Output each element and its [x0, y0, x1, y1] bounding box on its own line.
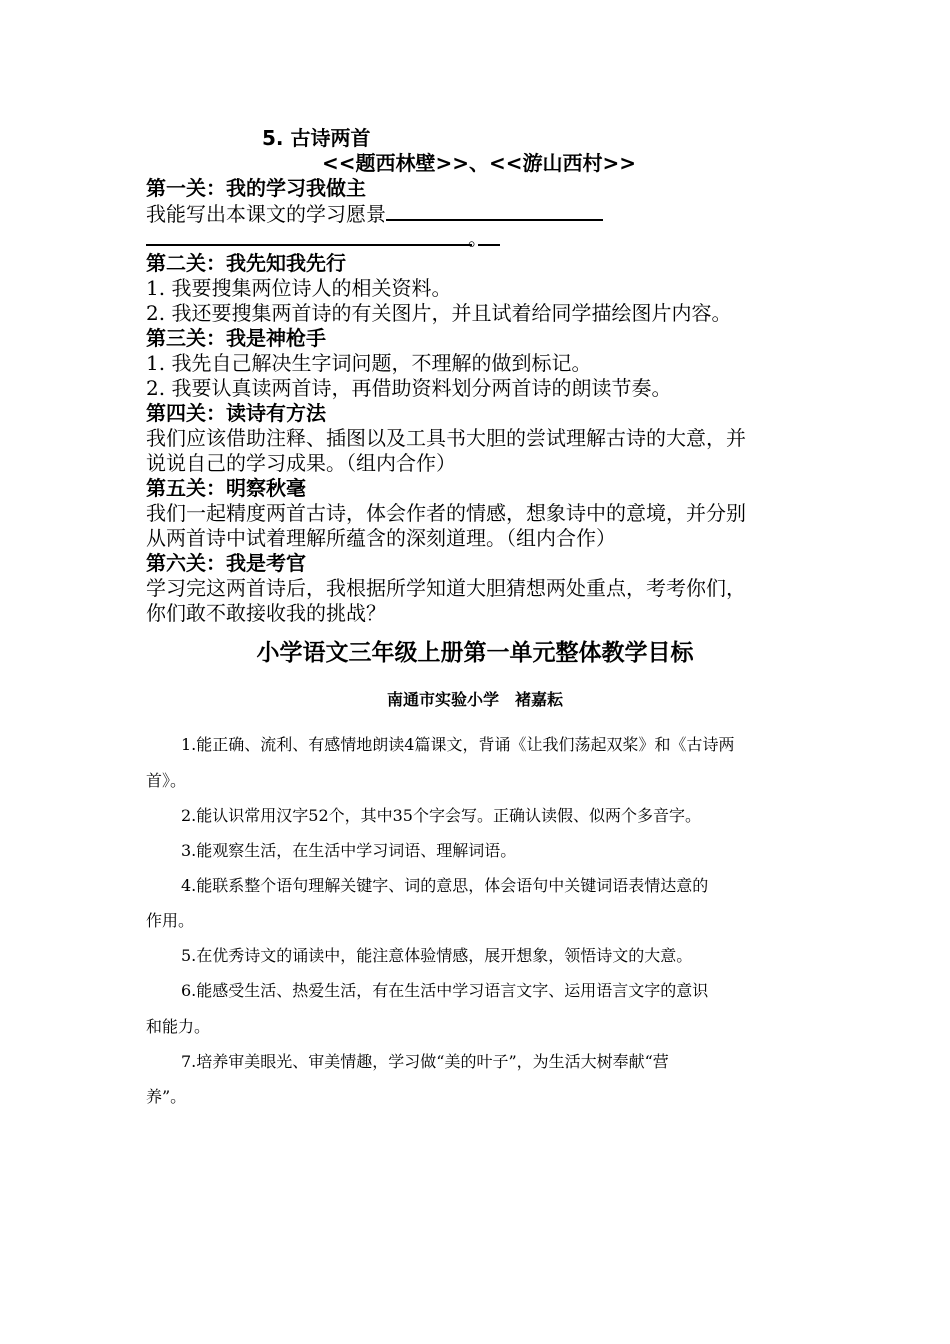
stage-1-line-2 [146, 226, 500, 252]
stage-6-line-2: 你们敢不敢接收我的挑战？ [146, 601, 386, 625]
goal-2: 2.能认识常用汉字52个，其中35个字会写。正确认读假、似两个多音字。 [181, 806, 701, 825]
objectives-author: 南通市实验小学 褚嘉耘 [386, 690, 563, 709]
stage-3-heading: 第三关：我是神枪手 [146, 326, 326, 350]
stage-2-line-2: 2. 我还要搜集两首诗的有关图片，并且试着给同学描绘图片内容。 [146, 301, 732, 325]
lesson-title: 5. 古诗两首 [262, 126, 371, 150]
goal-6-line-2: 和能力。 [146, 1017, 211, 1036]
goal-3: 3.能观察生活，在生活中学习词语、理解词语。 [181, 841, 517, 860]
stage-6-line-1: 学习完这两首诗后，我根据所学知道大胆猜想两处重点，考考你们， [146, 576, 746, 600]
goal-7-line-1: 7.培养审美眼光、审美情趣，学习做“美的叶子”，为生活大树奉献“营 [181, 1052, 669, 1071]
goal-1-line-1: 1.能正确、流利、有感情地朗读4篇课文，背诵《让我们荡起双桨》和《古诗两 [181, 735, 735, 754]
stage-4-line-1: 我们应该借助注释、插图以及工具书大胆的尝试理解古诗的大意，并 [146, 426, 746, 450]
stage-2-heading: 第二关：我先知我先行 [146, 251, 346, 275]
goal-4-line-1: 4.能联系整个语句理解关键字、词的意思，体会语句中关键词语表情达意的 [181, 876, 709, 895]
stage-1-heading: 第一关：我的学习我做主 [146, 176, 366, 200]
stage-4-heading: 第四关：读诗有方法 [146, 401, 326, 425]
end-mark: 。 [468, 226, 488, 250]
stage-1-text: 我能写出本课文的学习愿景 [146, 202, 386, 226]
stage-5-line-2: 从两首诗中试着理解所蕴含的深刻道理。（组内合作） [146, 526, 616, 550]
fill-in-blank [386, 201, 603, 221]
stage-3-line-2: 2. 我要认真读两首诗，再借助资料划分两首诗的朗读节奏。 [146, 376, 672, 400]
stage-2-line-1: 1. 我要搜集两位诗人的相关资料。 [146, 276, 452, 300]
fill-in-blank-2 [146, 226, 472, 246]
stage-6-heading: 第六关：我是考官 [146, 551, 306, 575]
stage-3-line-1: 1. 我先自己解决生字词问题，不理解的做到标记。 [146, 351, 592, 375]
objectives-title: 小学语文三年级上册第一单元整体教学目标 [256, 640, 694, 666]
stage-5-line-1: 我们一起精度两首古诗，体会作者的情感，想象诗中的意境，并分别 [146, 501, 746, 525]
goal-5: 5.在优秀诗文的诵读中，能注意体验情感，展开想象，领悟诗文的大意。 [181, 946, 693, 965]
stage-5-heading: 第五关：明察秋毫 [146, 476, 306, 500]
goal-4-line-2: 作用。 [146, 911, 195, 930]
goal-1-line-2: 首》。 [146, 771, 187, 790]
stage-1-line-1 [146, 201, 603, 227]
stage-4-line-2: 说说自己的学习成果。（组内合作） [146, 451, 456, 475]
goal-7-line-2: 养”。 [146, 1087, 187, 1106]
goal-6-line-1: 6.能感受生活、热爱生活，有在生活中学习语言文字、运用语言文字的意识 [181, 981, 709, 1000]
poem-titles: <<题西林壁>>、<<游山西村>> [322, 151, 637, 175]
